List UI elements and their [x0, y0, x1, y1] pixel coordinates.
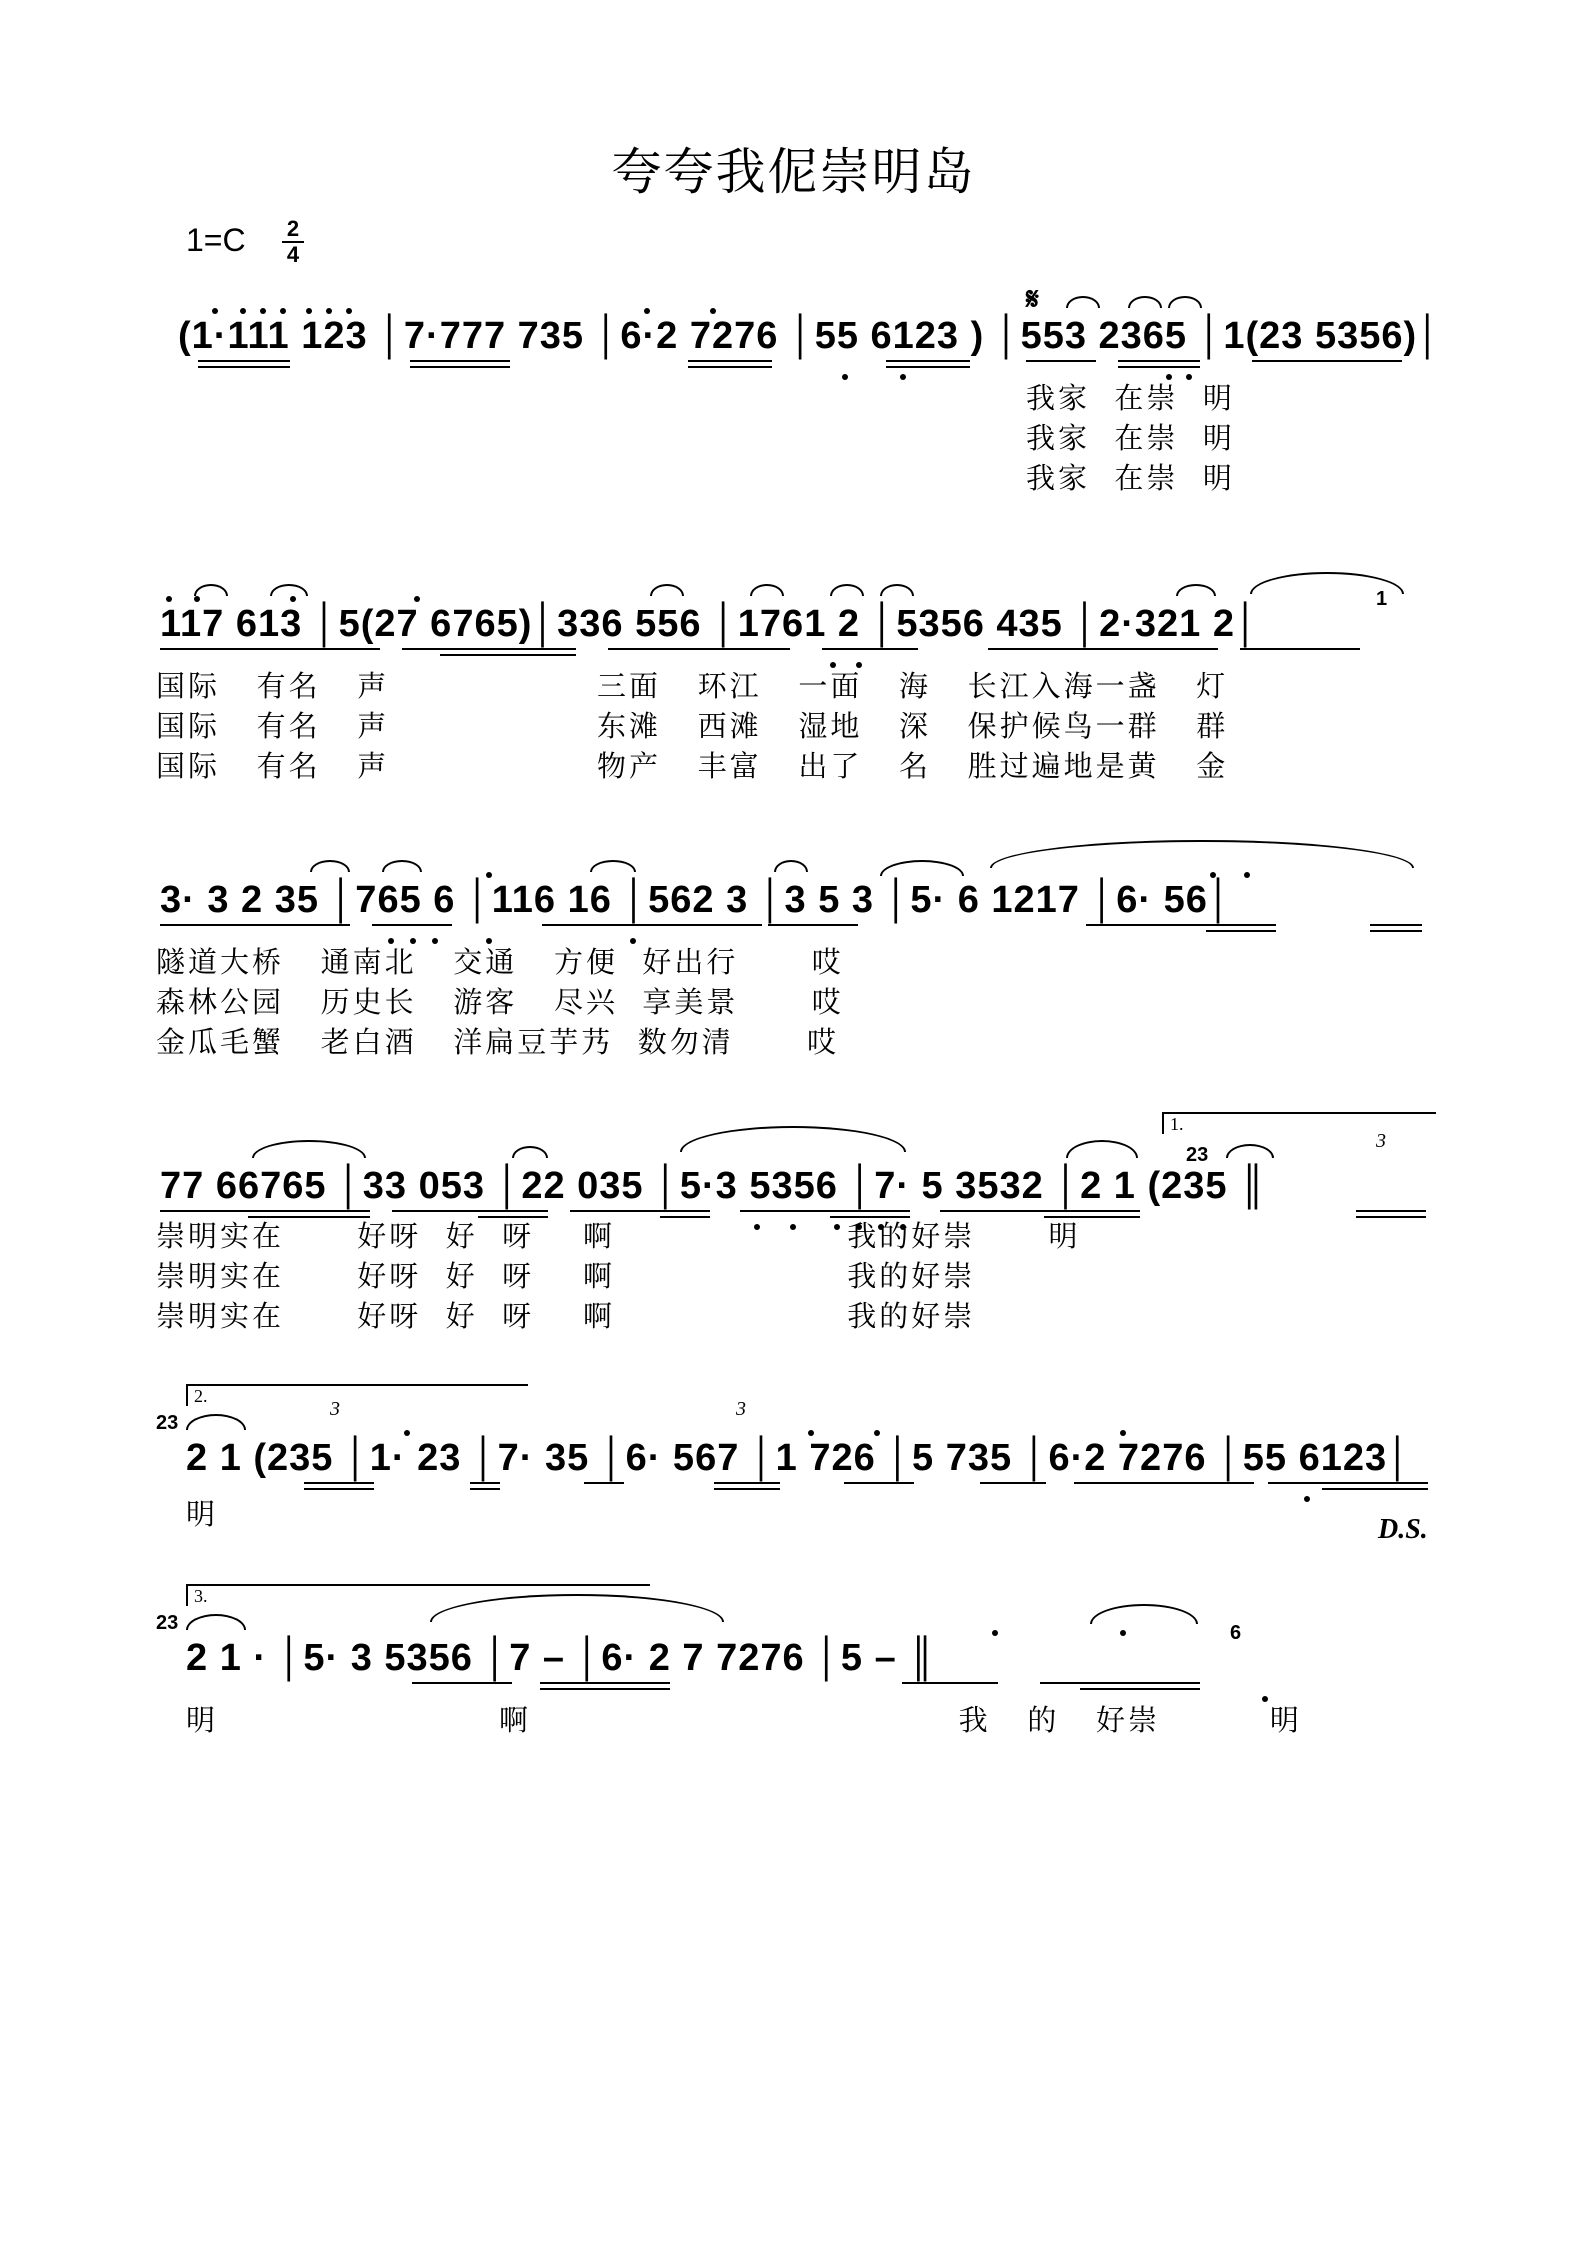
slur	[270, 584, 308, 596]
low-dot	[1304, 1496, 1310, 1502]
high-dot	[166, 596, 172, 602]
high-dot	[194, 596, 200, 602]
underline	[410, 360, 510, 362]
underline	[822, 648, 918, 650]
notes-line: 2 1 · │5· 3 5356 │7 – │6· 2 7 7276 │5 – ║	[186, 1637, 937, 1679]
high-dot	[1120, 1630, 1126, 1636]
high-dot	[644, 308, 650, 314]
lyric-verse-3: 国际 有名 声 物产 丰富 出了 名 胜过遍地是黄 金	[156, 749, 1229, 783]
slur	[382, 860, 422, 872]
underline	[740, 1210, 910, 1212]
lyric-verse-1: 国际 有名 声 三面 环江 一面 海 长江入海一盏 灯	[156, 669, 1229, 703]
underline	[1118, 366, 1200, 368]
high-dot	[290, 596, 296, 602]
underline	[1240, 648, 1360, 650]
high-dot	[874, 1430, 880, 1436]
time-signature-top: 2	[286, 216, 300, 241]
underline	[410, 366, 510, 368]
high-dot	[404, 1430, 410, 1436]
underline	[1322, 1488, 1428, 1490]
slur	[830, 584, 864, 596]
lyric-verse-1: 明 啊 我 的 好崇 明	[186, 1703, 1302, 1737]
underline	[198, 360, 290, 362]
underline	[902, 1682, 998, 1684]
underline	[470, 1482, 500, 1484]
high-dot	[240, 308, 246, 314]
slur	[310, 860, 350, 872]
notes-line: (1·111 123 │7·777 735 │6·2 7276 │55 6123 ) │553 2365 │1(23 5356)│	[178, 315, 1442, 357]
lyric-verse-3: 我家 在崇 明	[1026, 461, 1235, 495]
notes-line: 3· 3 2 35 │765 6 │116 16 │562 3 │3 5 3 │5· 6 1217 │6· 56│	[160, 879, 1233, 921]
lyric-verse-1: 崇明实在 好呀 好 呀 啊 我的好崇 明	[156, 1219, 1081, 1253]
underline	[988, 648, 1218, 650]
underline	[1040, 1682, 1200, 1684]
high-dot	[808, 1430, 814, 1436]
underline	[1252, 360, 1402, 362]
segno-icon: 𝄋	[1026, 282, 1039, 317]
slur	[1066, 296, 1100, 308]
underline	[440, 654, 576, 656]
triplet-mark: 3	[1376, 1130, 1386, 1152]
slur	[512, 1146, 548, 1158]
underline	[688, 366, 772, 368]
slur	[990, 840, 1414, 868]
underline	[886, 366, 970, 368]
page-title: 夸夸我伲崇明岛	[611, 143, 976, 201]
slur	[252, 1140, 366, 1158]
underline	[160, 924, 350, 926]
volta-number: 2.	[194, 1386, 208, 1406]
slur	[880, 860, 964, 876]
volta-bracket	[1162, 1112, 1436, 1134]
slur	[1128, 296, 1162, 308]
high-dot	[710, 308, 716, 314]
underline	[540, 1682, 670, 1684]
high-dot	[212, 308, 218, 314]
slur	[1226, 1144, 1274, 1158]
low-dot	[842, 374, 848, 380]
slur	[880, 584, 914, 596]
time-signature-bottom: 4	[286, 242, 300, 267]
grace-note: 1	[1376, 588, 1388, 610]
underline	[1370, 930, 1422, 932]
high-dot	[992, 1630, 998, 1636]
slur	[774, 860, 808, 872]
underline	[1080, 1688, 1200, 1690]
underline	[304, 1488, 374, 1490]
grace-note: 23	[156, 1612, 179, 1634]
underline	[714, 1482, 780, 1484]
high-dot	[486, 872, 492, 878]
underline	[940, 1210, 1140, 1212]
high-dot	[280, 308, 286, 314]
underline	[402, 648, 576, 650]
underline	[542, 924, 762, 926]
slur	[186, 1414, 246, 1430]
underline	[160, 1210, 370, 1212]
volta-number: 1.	[1170, 1114, 1184, 1134]
high-dot	[260, 308, 266, 314]
underline	[304, 1482, 374, 1484]
lyric-verse-3: 金瓜毛蟹 老白酒 洋扁豆芋艿 数勿清 哎	[156, 1025, 840, 1059]
high-dot	[326, 308, 332, 314]
slur	[680, 1126, 906, 1152]
underline	[160, 648, 380, 650]
high-dot	[306, 308, 312, 314]
underline	[412, 1682, 512, 1684]
slur	[194, 584, 228, 596]
notes-line: 77 66765 │33 053 │22 035 │5·3 5356 │7· 5 3532 │2 1 (235 ║	[160, 1165, 1267, 1207]
lyric-verse-3: 崇明实在 好呀 好 呀 啊 我的好崇	[156, 1299, 976, 1333]
lyric-verse-1: 明	[186, 1497, 219, 1531]
underline	[768, 924, 858, 926]
notes-line: 2 1 (235 │1· 23 │7· 35 │6· 567 │1 726 │5 735 │6·2 7276 │55 6123│	[186, 1437, 1412, 1479]
lyric-verse-1: 隧道大桥 通南北 交通 方便 好出行 哎	[156, 945, 844, 979]
triplet-mark: 3	[330, 1398, 340, 1420]
underline	[1356, 1216, 1426, 1218]
slur	[590, 860, 636, 872]
key-signature: 1=C	[186, 222, 246, 258]
high-dot	[346, 308, 352, 314]
ds-mark: D.S.	[1378, 1514, 1428, 1545]
volta-number: 3.	[194, 1586, 208, 1606]
underline	[844, 1482, 914, 1484]
volta-bracket	[186, 1384, 528, 1406]
slur	[650, 584, 684, 596]
high-dot	[1210, 872, 1216, 878]
underline	[584, 1482, 624, 1484]
underline	[1268, 1482, 1428, 1484]
underline	[540, 1688, 670, 1690]
underline	[1086, 924, 1276, 926]
time-signature	[282, 218, 304, 266]
grace-note: 23	[1186, 1144, 1209, 1166]
slur	[1176, 584, 1216, 596]
lyric-verse-1: 我家 在崇 明	[1026, 381, 1235, 415]
high-dot	[414, 596, 420, 602]
underline	[688, 360, 772, 362]
underline	[198, 366, 290, 368]
underline	[1370, 924, 1422, 926]
grace-note: 6	[1230, 1622, 1242, 1644]
low-dot	[900, 374, 906, 380]
underline	[608, 648, 790, 650]
underline	[1026, 360, 1096, 362]
underline	[372, 924, 452, 926]
underline	[1356, 1210, 1426, 1212]
slur	[1066, 1140, 1138, 1158]
underline	[570, 1210, 710, 1212]
lyric-verse-2: 森林公园 历史长 游客 尽兴 享美景 哎	[156, 985, 844, 1019]
lyric-verse-2: 我家 在崇 明	[1026, 421, 1235, 455]
underline	[392, 1210, 548, 1212]
slur	[186, 1614, 246, 1630]
underline	[886, 360, 970, 362]
underline	[470, 1488, 500, 1490]
grace-note: 23	[156, 1412, 179, 1434]
high-dot	[1244, 872, 1250, 878]
slur	[1090, 1604, 1198, 1624]
underline	[714, 1488, 780, 1490]
underline	[1206, 930, 1276, 932]
notes-line: 117 613 │5(27 6765)│336 556 │1761 2 │5356 435 │2·321 2│	[160, 603, 1260, 645]
high-dot	[1120, 1430, 1126, 1436]
underline	[980, 1482, 1046, 1484]
lyric-verse-2: 国际 有名 声 东滩 西滩 湿地 深 保护候鸟一群 群	[156, 709, 1229, 743]
underline	[1118, 360, 1200, 362]
triplet-mark: 3	[736, 1398, 746, 1420]
underline	[1074, 1482, 1254, 1484]
slur	[1168, 296, 1202, 308]
lyric-verse-2: 崇明实在 好呀 好 呀 啊 我的好崇	[156, 1259, 976, 1293]
slur	[750, 584, 784, 596]
